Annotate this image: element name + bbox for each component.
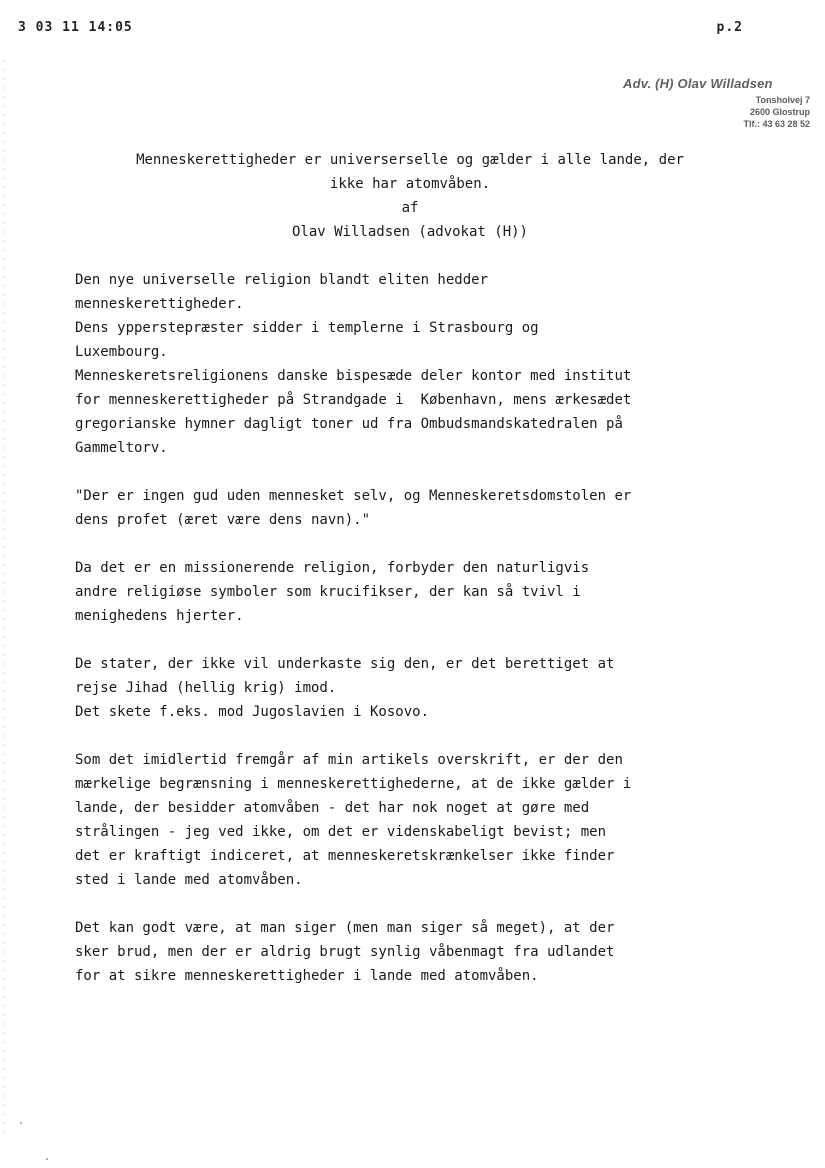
stamp-phone: Tlf.: 43 63 28 52 <box>743 119 810 129</box>
stamp-city: 2600 Glostrup <box>749 107 810 117</box>
fax-timestamp: 3 03 11 14:05 <box>18 20 133 35</box>
paragraph: "Der er ingen gud uden mennesket selv, og Menneskeretsdomstolen er dens profet (æret være dens navn)." <box>75 488 632 528</box>
article-body <box>75 268 755 1012</box>
article-title <box>60 148 760 244</box>
lawyer-stamp <box>615 78 825 130</box>
stamp-address: Tonsholvej 7 <box>755 95 810 105</box>
scan-edge-decoration <box>4 60 5 1140</box>
title-author: Olav Willadsen (advokat (H)) <box>291 224 528 240</box>
paragraph: Den nye universelle religion blandt eliten hedder menneskerettigheder. Dens ypperstepræster sidder i templerne i Strasbourg og Luxembourg. Menneskeretsreligionens danske bispesæde deler kontor med institut for menneskerettigheder på Strandgade i København, mens ærkesædet gregorianske hymner dagligt toner ud fra Ombudsmandskatedralen på Gammeltorv. <box>75 272 632 456</box>
stamp-name: Adv. (H) Olav Willadsen <box>623 76 773 91</box>
paragraph: Da det er en missionerende religion, forbyder den naturligvis andre religiøse symboler som krucifikser, der kan så tvivl i menighedens hjerter. <box>75 560 590 624</box>
fax-page-number: p.2 <box>716 20 743 35</box>
scan-speck <box>20 1122 22 1124</box>
paragraph: De stater, der ikke vil underkaste sig den, er det berettiget at rejse Jihad (hellig krig) imod. Det skete f.eks. mod Jugoslavien i Kosovo. <box>75 656 615 720</box>
paragraph: Det kan godt være, at man siger (men man siger så meget), at der sker brud, men der er aldrig brugt synlig våbenmagt fra udlandet for at sikre menneskerettigheder i lande med atomvåben. <box>75 920 615 984</box>
paragraph: Som det imidlertid fremgår af min artikels overskrift, er der den mærkelige begrænsning i menneskerettighederne, at de ikke gælder i lande, der besidder atomvåben - det har nok noget at gøre med strålingen - jeg ved ikke, om det er videnskabeligt bevist; men det er kraftigt indiceret, at menneskeretskrænkelser ikke finder sted i lande med atomvåben. <box>75 752 632 888</box>
scan-speck <box>46 1158 48 1160</box>
title-line-1: Menneskerettigheder er universerselle og gælder i alle lande, der <box>136 152 684 168</box>
title-line-2: ikke har atomvåben. <box>329 176 491 192</box>
title-byline-af: af <box>401 200 419 216</box>
